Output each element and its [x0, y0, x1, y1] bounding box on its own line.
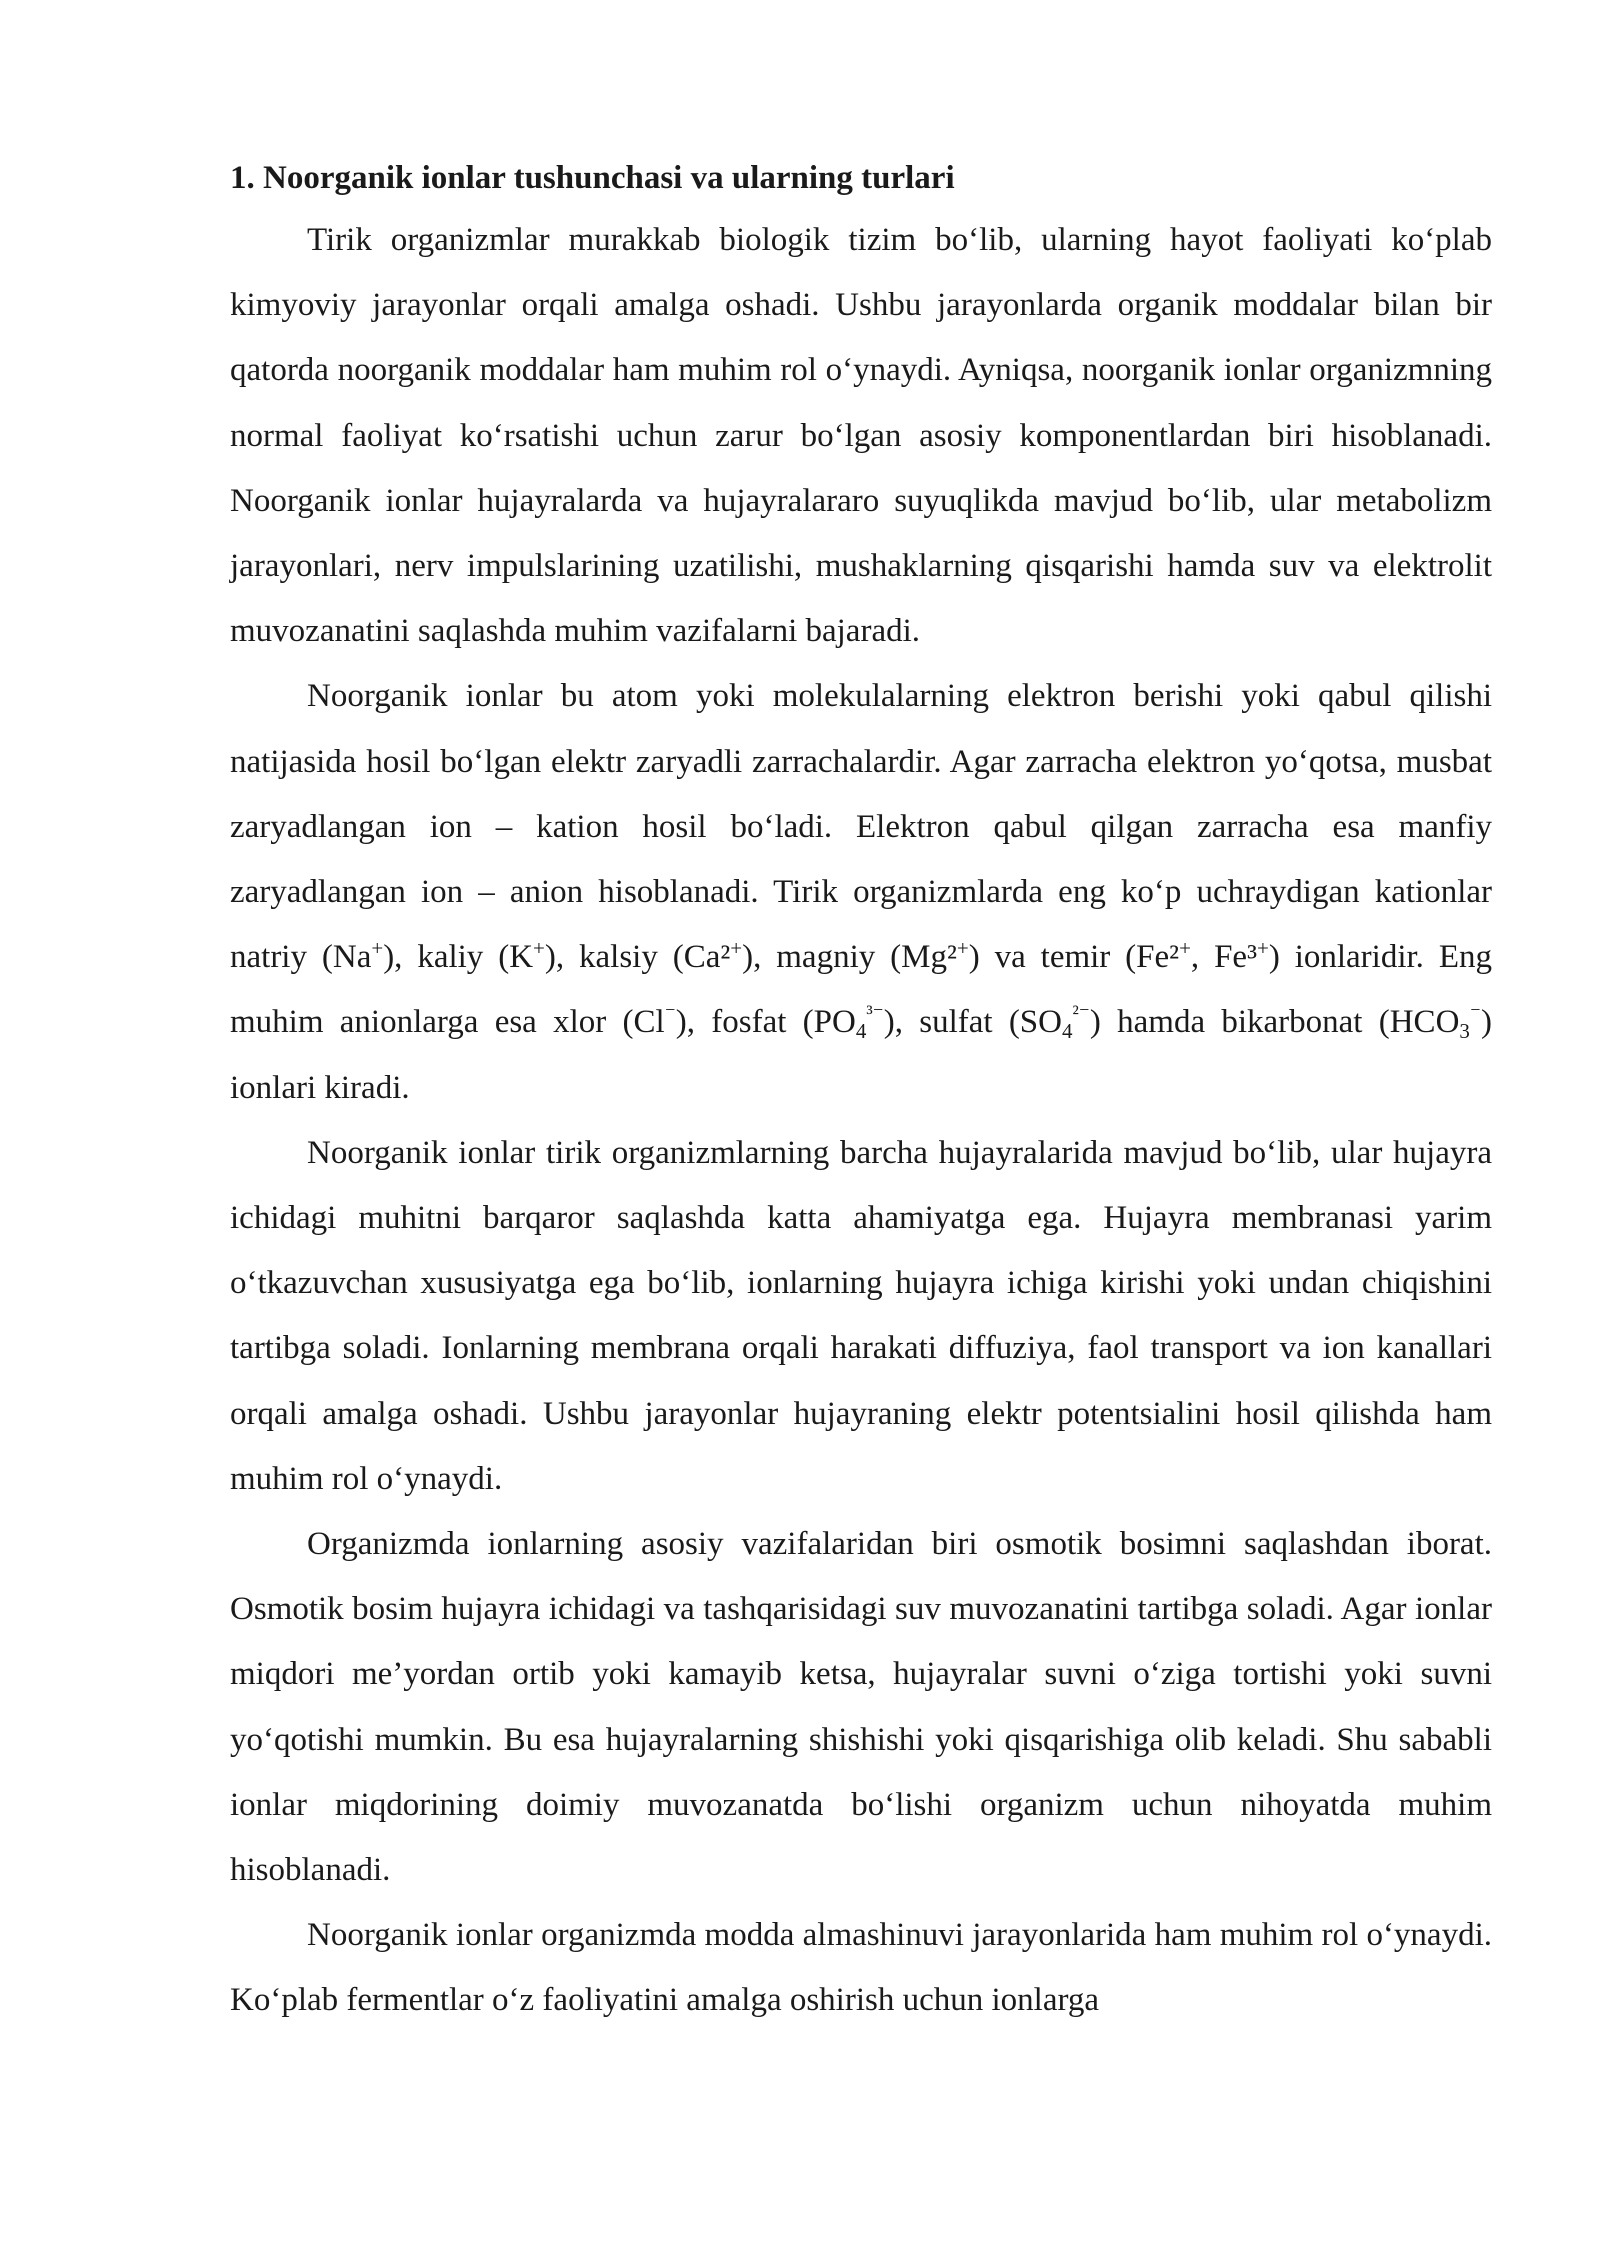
- text-run: , Fe³: [1190, 939, 1257, 976]
- paragraph-cell-membrane: Noorganik ionlar tirik organizmlarning barcha hujayralarida mavjud bo‘lib, ular hujayra ichidagi muhitni barqaror saqlashda katta ahamiyatga ega. Hujayra membranasi yarim o‘tkazuvchan xususiyatga ega bo‘lib, ionlarning hujayra ichiga kirishi yoki undan chiqishini tartibga soladi. Ionlarning membrana orqali harakati diffuziya, faol transport va ion kanallari orqali amalga oshadi. Ushbu jarayonlar hujayraning elektr potentsialini hosil qilishda ham muhim rol o‘ynaydi.: [230, 1134, 1492, 1497]
- text-run: ), kaliy (K: [383, 939, 534, 976]
- formula-subscript: 4: [855, 1019, 867, 1044]
- charge-superscript: ³⁻: [866, 1001, 884, 1026]
- text-run: ), fosfat (PO: [675, 1004, 856, 1041]
- paragraph-osmotic-pressure: Organizmda ionlarning asosiy vazifalaridan biri osmotik bosimni saqlashdan iborat. Osmotik bosim hujayra ichidagi va tashqarisidagi suv muvozanatini tartibga soladi. Agar ionlar miqdori me’yordan ortib yoki kamayib ketsa, hujayralar suvni o‘ziga tortishi yoki suvni yo‘qotishi mumkin. Bu esa hujayralarning shishishi yoki qisqarishiga olib keladi. Shu sababli ionlar miqdorining doimiy muvozanatda bo‘lishi organizm uchun nihoyatda muhim hisoblanadi.: [230, 1526, 1492, 1889]
- text-run: ) ionlari kiradi.: [230, 1004, 1492, 1106]
- charge-superscript: +: [1179, 936, 1191, 961]
- text-run: ) hamda bikarbonat (HCO: [1089, 1004, 1460, 1041]
- section-heading: 1. Noorganik ionlar tushunchasi va ularning turlari: [230, 160, 955, 196]
- charge-superscript: ⁻: [664, 1001, 676, 1026]
- formula-subscript: 3: [1459, 1019, 1470, 1044]
- paragraph-ion-types: [230, 664, 1492, 1120]
- paragraph-intro: Tirik organizmlar murakkab biologik tizim bo‘lib, ularning hayot faoliyati ko‘plab kimyoviy jarayonlar orqali amalga oshadi. Ushbu jarayonlarda organik moddalar bilan bir qatorda noorganik moddalar ham muhim rol o‘ynaydi. Ayniqsa, noorganik ionlar organizmning normal faoliyat ko‘rsatishi uchun zarur bo‘lgan asosiy komponentlardan biri hisoblanadi. Noorganik ionlar hujayralarda va hujayralararo suyuqlikda mavjud bo‘lib, ular metabolizm jarayonlari, nerv impulslarining uzatilishi, mushaklarning qisqarishi hamda suv va elektrolit muvozanatini saqlashda muhim vazifalarni bajaradi.: [230, 222, 1492, 650]
- charge-superscript: +: [371, 936, 384, 961]
- charge-superscript: +: [1256, 936, 1269, 961]
- text-run: ) ionlaridir. Eng muhim anionlarga esa xlor (Cl: [230, 939, 1492, 1041]
- text-run: ), sulfat (SO: [883, 1004, 1062, 1041]
- charge-superscript: +: [956, 936, 969, 961]
- text-run: ) va temir (Fe²: [968, 939, 1180, 976]
- charge-superscript: +: [730, 936, 743, 961]
- text-run: Noorganik ionlar bu atom yoki molekulalarning elektron berishi yoki qabul qilishi natijasida hosil bo‘lgan elektr zaryadli zarrachalardir. Agar zarracha elektron yo‘qotsa, musbat zaryadlangan ion – kation hosil bo‘ladi. Elektron qabul qilgan zarracha esa manfiy zaryadlangan ion – anion hisoblanadi. Tirik organizmlarda eng ko‘p uchraydigan kationlar natriy (Na: [230, 678, 1492, 976]
- charge-superscript: ⁻: [1469, 1001, 1481, 1026]
- formula-subscript: 4: [1062, 1019, 1073, 1044]
- charge-superscript: ²⁻: [1072, 1001, 1090, 1026]
- charge-superscript: +: [533, 936, 545, 961]
- paragraph-metabolism: Noorganik ionlar organizmda modda almashinuvi jarayonlarida ham muhim rol o‘ynaydi. Ko‘plab fermentlar o‘z faoliyatini amalga oshirish uchun ionlarga: [230, 1917, 1492, 2019]
- text-run: ), kalsiy (Ca²: [544, 939, 731, 976]
- text-run: ), magniy (Mg²: [742, 939, 957, 976]
- document-page: [230, 148, 1492, 2034]
